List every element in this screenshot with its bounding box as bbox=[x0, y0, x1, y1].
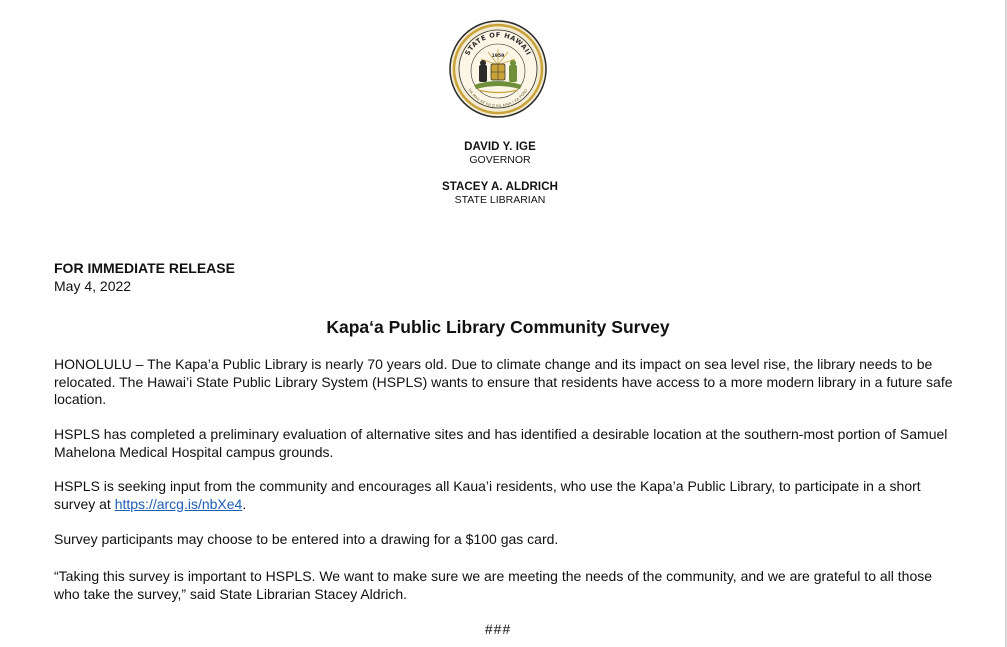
governor-name: DAVID Y. IGE bbox=[464, 141, 536, 153]
release-date: May 4, 2022 bbox=[54, 278, 132, 294]
survey-text: HSPLS is seeking input from the community and encourages all Kaua’i residents, who use the Kapa’a Public Library, to participate in a short survey at bbox=[54, 478, 921, 512]
svg-text:UA MAU KE EA O KA AINA I KA PO: UA MAU KE EA O KA AINA I KA PONO bbox=[467, 87, 529, 109]
state-seal-logo bbox=[448, 19, 548, 119]
survey-link[interactable]: https://arcg.is/nbXe4 bbox=[114, 495, 243, 512]
paragraph-quote: “Taking this survey is important to HSPLS. We want to make sure we are meeting the needs of the community, and we are grateful to all those who take the survey,” said State Librarian Stacey Aldrich. bbox=[54, 568, 933, 602]
librarian-block bbox=[0, 180, 1000, 207]
survey-text-end: . bbox=[242, 495, 247, 512]
release-block bbox=[54, 259, 235, 295]
paragraph-survey bbox=[54, 478, 954, 513]
end-mark: ### bbox=[484, 621, 512, 637]
paragraph-evaluation: HSPLS has completed a preliminary evaluation of alternative sites and has identified a desirable location at the southern-most portion of Samuel Mahelona Medical Hospital campus grounds. bbox=[54, 426, 948, 460]
governor-block bbox=[0, 140, 1000, 167]
page-title: Kapa‘a Public Library Community Survey bbox=[326, 317, 670, 337]
svg-text:STATE OF HAWAII: STATE OF HAWAII bbox=[463, 30, 533, 57]
paragraph-intro: HONOLULU – The Kapa’a Public Library is nearly 70 years old. Due to climate change and its impact on sea level rise, the library needs to be relocated. The Hawai’i State Public Library System (HSPLS) wants to ensure that residents have access to a more modern library in a future safe location. bbox=[54, 356, 953, 407]
librarian-title: STATE LIBRARIAN bbox=[454, 194, 546, 206]
svg-text:1959: 1959 bbox=[491, 54, 505, 59]
paragraph-drawing: Survey participants may choose to be entered into a drawing for a $100 gas card. bbox=[54, 531, 559, 547]
release-label: FOR IMMEDIATE RELEASE bbox=[54, 260, 235, 276]
librarian-name: STACEY A. ALDRICH bbox=[441, 181, 559, 193]
governor-title: GOVERNOR bbox=[469, 154, 531, 166]
